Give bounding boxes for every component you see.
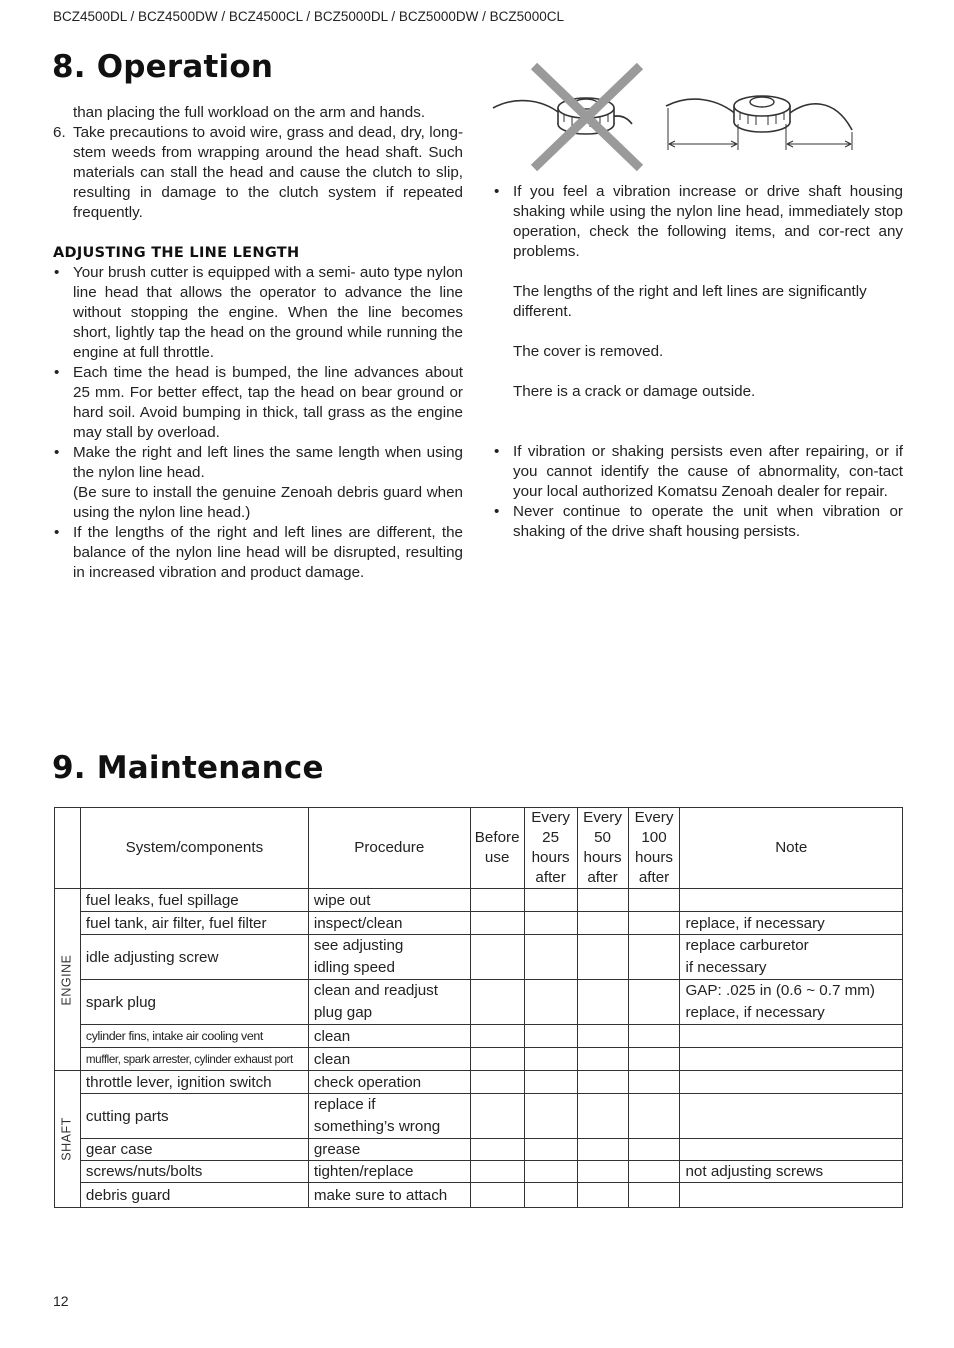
cell-before-use [470, 1139, 524, 1161]
cell-system: cylinder fins, intake air cooling vent [80, 1025, 308, 1048]
unequal-line-head-illustration [493, 66, 640, 168]
table-row [55, 912, 903, 935]
cell-system: screws/nuts/bolts [80, 1161, 308, 1183]
cell-before-use [470, 912, 524, 935]
cell-procedure: replace if something’s wrong [308, 1094, 470, 1139]
cell-procedure: inspect/clean [308, 912, 470, 935]
vibration-bullet-3 [493, 502, 903, 542]
header-system: System/components [80, 808, 308, 889]
cell-every-50 [577, 935, 628, 980]
bullet-icon: • [54, 264, 60, 281]
header-every-25: Every 25 hours after [524, 808, 577, 889]
operation-right-column [493, 182, 903, 542]
section-title-operation: 8. Operation [52, 49, 274, 85]
cell-every-25 [524, 980, 577, 1025]
cell-system: debris guard [80, 1183, 308, 1208]
group-shaft [55, 1071, 81, 1208]
cell-system: throttle lever, ignition switch [80, 1071, 308, 1094]
cell-every-100 [628, 1025, 680, 1048]
cell-procedure: clean and readjust plug gap [308, 980, 470, 1025]
bullet-text: If the lengths of the right and left lines are different, the balance of the nylon line head will be disrupted, resulting in increased vibration and product damage. [73, 524, 463, 581]
cell-every-50 [577, 980, 628, 1025]
bullet-text: Make the right and left lines the same length when using the nylon line head. [73, 444, 463, 481]
bullet-text: Your brush cutter is equipped with a semi- auto type nylon line head that allows the operator to advance the line without stopping the engine. When the line becomes short, lightly tap the head on the ground while running the engine at full throttle. [73, 264, 463, 361]
table-row [55, 1183, 903, 1208]
bullet-text: Each time the head is bumped, the line advances about 25 mm. For better effect, tap the head on bear ground or hard soil. Avoid bumping in thick, tall grass as the engine may stall by overload. [73, 364, 463, 441]
table-row [55, 1071, 903, 1094]
bullet-text: If vibration or shaking persists even after repairing, or if you cannot identify the cause of abnormality, con-tact your local authorized Komatsu Zenoah dealer for repair. [513, 443, 903, 500]
cell-before-use [470, 889, 524, 912]
line-length-figure [490, 58, 860, 178]
cell-procedure: check operation [308, 1071, 470, 1094]
table-header-row [55, 808, 903, 889]
item-6-text: Take precautions to avoid wire, grass and dead, dry, long-stem weeds from wrapping around the head shaft. Such materials can stall the head and cause the clutch to slip, resulting in damage to the clutch system if repeated frequently. [73, 124, 463, 221]
cell-every-100 [628, 1139, 680, 1161]
cell-note: replace carburetor if necessary [680, 935, 903, 980]
table-row [55, 980, 903, 1025]
cell-system: gear case [80, 1139, 308, 1161]
cell-every-25 [524, 1071, 577, 1094]
bullet-icon: • [54, 524, 60, 541]
cell-before-use [470, 1025, 524, 1048]
cell-procedure: clean [308, 1048, 470, 1071]
adjusting-bullet-4 [53, 523, 463, 583]
cell-every-50 [577, 1094, 628, 1139]
bullet-text: If you feel a vibration increase or drive shaft housing shaking while using the nylon line head, immediately stop operation, check the following items, and cor-rect any problems. [513, 183, 903, 260]
cell-note [680, 1048, 903, 1071]
cell-before-use [470, 1161, 524, 1183]
cell-before-use [470, 935, 524, 980]
cell-every-100 [628, 1071, 680, 1094]
section-title-maintenance: 9. Maintenance [52, 750, 324, 786]
check-item: The lengths of the right and left lines are significantly different. [513, 283, 867, 320]
cell-every-100 [628, 935, 680, 980]
cell-every-50 [577, 912, 628, 935]
cell-procedure: wipe out [308, 889, 470, 912]
numbered-item-6 [53, 123, 463, 223]
cell-every-50 [577, 1071, 628, 1094]
cell-note [680, 1139, 903, 1161]
cell-note [680, 1183, 903, 1208]
bullet-text: Never continue to operate the unit when vibration or shaking of the drive shaft housing persists. [513, 503, 903, 540]
header-every-100: Every 100 hours after [628, 808, 680, 889]
cell-every-25 [524, 912, 577, 935]
right-line [786, 104, 852, 130]
cell-every-25 [524, 1094, 577, 1139]
cell-every-50 [577, 1139, 628, 1161]
model-header: BCZ4500DL / BCZ4500DW / BCZ4500CL / BCZ5000DL / BCZ5000DW / BCZ5000CL [53, 9, 564, 24]
equal-line-head-illustration [666, 96, 852, 150]
header-before-use: Before use [470, 808, 524, 889]
left-line-long [493, 101, 565, 118]
bullet-icon: • [54, 444, 60, 461]
head-knob [750, 97, 774, 107]
table-row [55, 935, 903, 980]
continuation-text: than placing the full workload on the arm and hands. [73, 104, 426, 121]
table-row [55, 1161, 903, 1183]
adjusting-heading: ADJUSTING THE LINE LENGTH [53, 245, 300, 261]
vibration-bullet-1 [493, 182, 903, 402]
cell-every-100 [628, 1183, 680, 1208]
page-number: 12 [53, 1293, 69, 1309]
cell-note: not adjusting screws [680, 1161, 903, 1183]
cell-every-50 [577, 1048, 628, 1071]
cell-every-50 [577, 889, 628, 912]
cell-every-25 [524, 1025, 577, 1048]
cell-before-use [470, 1183, 524, 1208]
cell-system: cutting parts [80, 1094, 308, 1139]
cell-note: replace, if necessary [680, 912, 903, 935]
cell-every-100 [628, 980, 680, 1025]
adjusting-bullet-3 [53, 443, 463, 523]
cell-system: idle adjusting screw [80, 935, 308, 980]
check-item: There is a crack or damage outside. [513, 383, 756, 400]
table-row [55, 1094, 903, 1139]
cell-procedure: tighten/replace [308, 1161, 470, 1183]
cell-procedure: grease [308, 1139, 470, 1161]
cell-system: fuel tank, air filter, fuel filter [80, 912, 308, 935]
cell-note: GAP: .025 in (0.6 ~ 0.7 mm) replace, if necessary [680, 980, 903, 1025]
check-item: The cover is removed. [513, 343, 664, 360]
maintenance-table [54, 807, 903, 1208]
table-row [55, 1139, 903, 1161]
operation-left-column [53, 103, 463, 583]
cell-system: fuel leaks, fuel spillage [80, 889, 308, 912]
adjusting-bullet-1 [53, 263, 463, 363]
cell-note [680, 1025, 903, 1048]
cell-every-25 [524, 935, 577, 980]
header-procedure: Procedure [308, 808, 470, 889]
bullet-icon: • [494, 503, 500, 520]
cell-before-use [470, 980, 524, 1025]
cell-every-100 [628, 1161, 680, 1183]
adjusting-bullet-2 [53, 363, 463, 443]
cell-every-50 [577, 1025, 628, 1048]
cell-before-use [470, 1071, 524, 1094]
cell-system: muffler, spark arrester, cylinder exhaust port [80, 1048, 308, 1071]
cell-before-use [470, 1094, 524, 1139]
table-row [55, 1025, 903, 1048]
cell-procedure: clean [308, 1025, 470, 1048]
cell-every-25 [524, 1048, 577, 1071]
cell-every-100 [628, 1094, 680, 1139]
cell-system: spark plug [80, 980, 308, 1025]
bullet-icon: • [494, 183, 500, 200]
header-group-blank [55, 808, 81, 889]
table-row [55, 889, 903, 912]
header-note: Note [680, 808, 903, 889]
vibration-bullet-2 [493, 442, 903, 502]
cell-every-25 [524, 1139, 577, 1161]
bullet-icon: • [494, 443, 500, 460]
bullet-note: (Be sure to install the genuine Zenoah debris guard when using the nylon line head.) [73, 484, 463, 521]
cell-every-25 [524, 1183, 577, 1208]
cell-every-25 [524, 1161, 577, 1183]
cell-every-25 [524, 889, 577, 912]
cell-procedure: see adjusting idling speed [308, 935, 470, 980]
group-engine [55, 889, 81, 1071]
group-label-shaft: SHAFT [59, 1117, 74, 1161]
item-number: 6. [53, 124, 66, 141]
cell-note [680, 889, 903, 912]
bullet-icon: • [54, 364, 60, 381]
cell-every-100 [628, 1048, 680, 1071]
cell-every-50 [577, 1161, 628, 1183]
cell-note [680, 1094, 903, 1139]
cell-note [680, 1071, 903, 1094]
group-label-engine: ENGINE [59, 954, 74, 1005]
cell-every-50 [577, 1183, 628, 1208]
cell-before-use [470, 1048, 524, 1071]
header-every-50: Every 50 hours after [577, 808, 628, 889]
table-row [55, 1048, 903, 1071]
cell-every-100 [628, 889, 680, 912]
cell-procedure: make sure to attach [308, 1183, 470, 1208]
cell-every-100 [628, 912, 680, 935]
left-line [666, 99, 738, 116]
